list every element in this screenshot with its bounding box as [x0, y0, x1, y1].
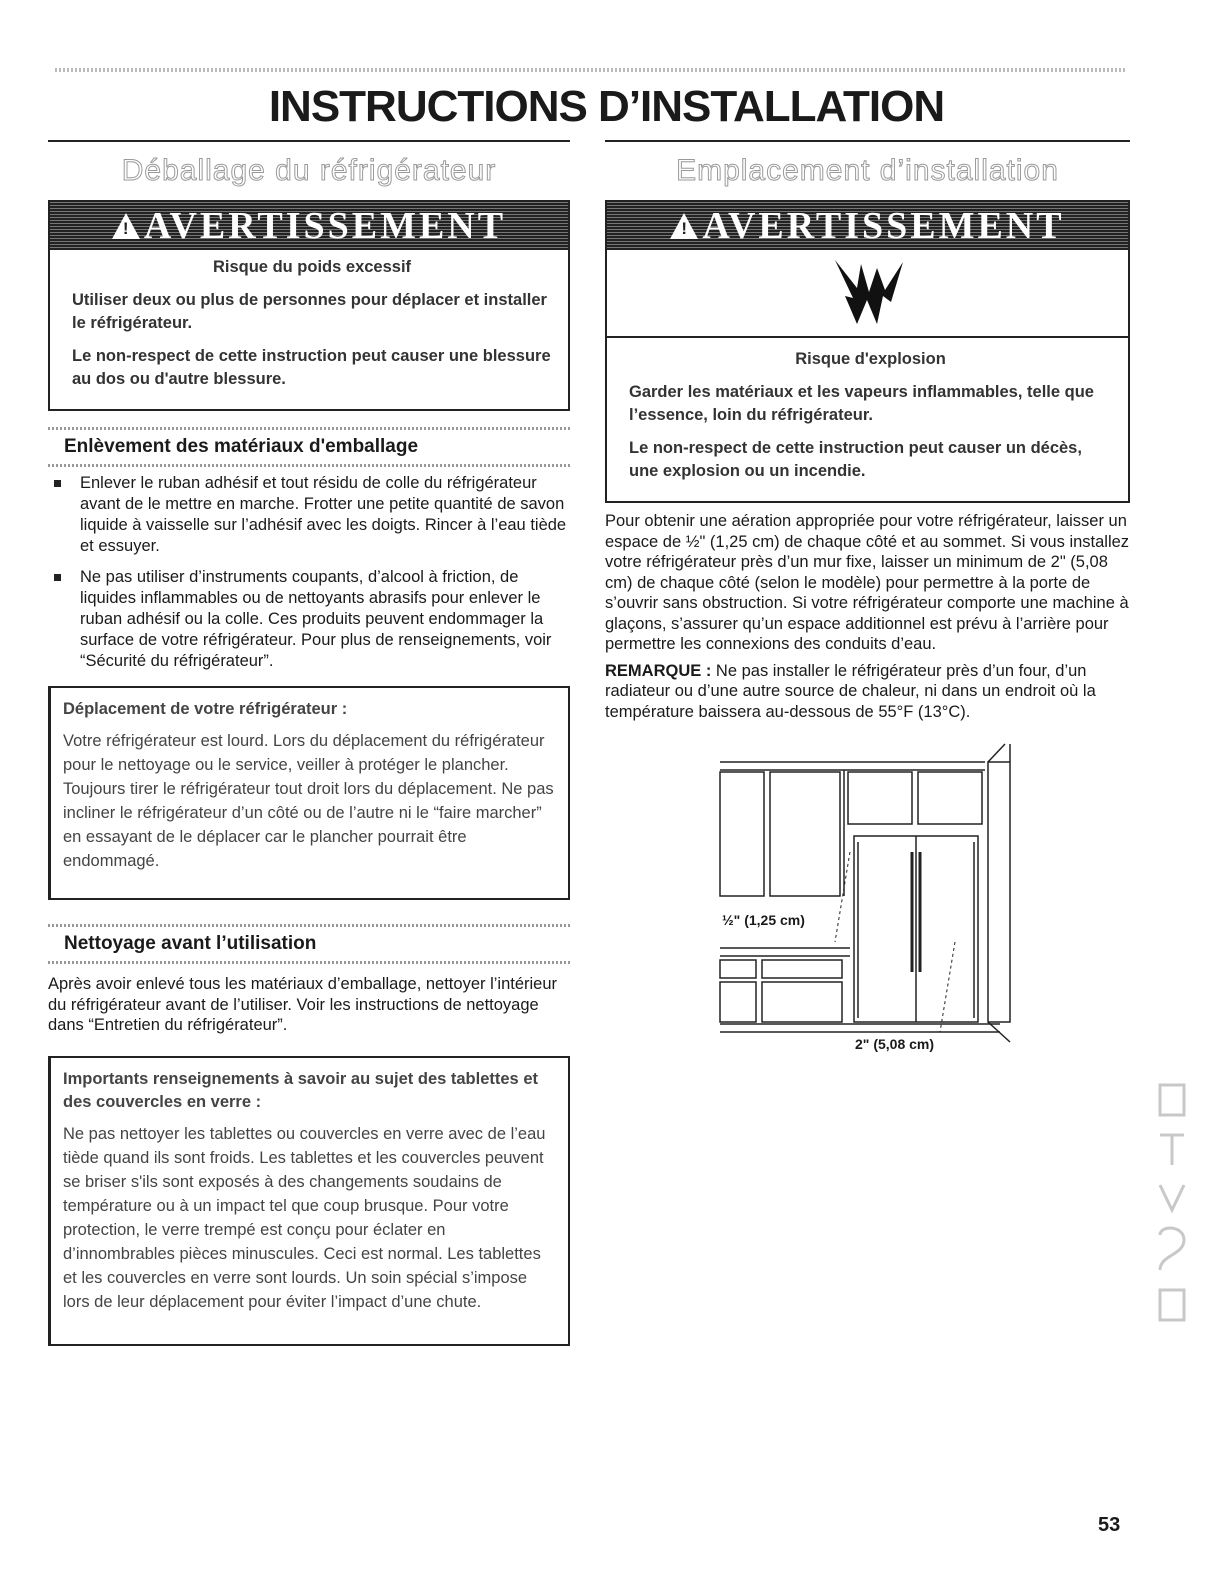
warning-risk: Risque d'explosion — [795, 350, 946, 368]
warning-banner — [50, 202, 568, 250]
page-number: 53 — [1098, 1514, 1121, 1536]
left-column — [48, 140, 570, 1346]
warning-banner — [607, 202, 1128, 250]
left-column-rule — [48, 140, 570, 142]
clearance-label-half-inch: ½" (1,25 cm) — [722, 912, 805, 928]
warning-line-1: Garder les matériaux et les vapeurs inflammables, telle que l’essence, loin du réfrigérateur. — [629, 383, 1094, 424]
clearance-label-two-inch: 2" (5,08 cm) — [855, 1036, 935, 1052]
top-dotted-rule — [55, 68, 1127, 72]
note-paragraph — [605, 661, 1130, 723]
moving-info-heading: Déplacement de votre réfrigérateur : — [63, 700, 348, 718]
list-item: Enlever le ruban adhésif et tout résidu de colle du réfrigérateur avant de le mettre en marche. Frotter une petite quantité de savon liquide à vaisselle sur l’adhésif avec les doigts. Rincer à l’eau tiède et essuyer. — [48, 473, 570, 557]
right-column-rule — [605, 140, 1130, 142]
installation-clearance-diagram — [700, 742, 1030, 1052]
fridge-cabinet-illustration — [700, 742, 1030, 1052]
subsection-rule — [48, 427, 570, 430]
warning-body — [607, 338, 1128, 501]
note-text: Ne pas installer le réfrigérateur près d’un four, d’un radiateur ou d’une autre source de chaleur, ni dans un endroit où la température baissera au-dessous de 55°F (13°C). — [605, 661, 1096, 721]
warning-line-2: Le non-respect de cette instruction peut causer un décès, une explosion ou un incendie. — [629, 439, 1082, 480]
moving-info-box — [48, 686, 570, 900]
cleaning-text: Après avoir enlevé tous les matériaux d’emballage, nettoyer l’intérieur du réfrigérateur avant de l’utiliser. Voir les instructions de nettoyage dans “Entretien du réfrigérateur”. — [48, 975, 558, 1034]
section-title-unpacking: Déballage du réfrigérateur — [121, 154, 497, 187]
explosion-icon — [827, 254, 907, 334]
warning-banner-label: AVERTISSEMENT — [143, 205, 507, 247]
list-item: Ne pas utiliser d’instruments coupants, d’alcool à friction, de liquides inflammables ou de nettoyants abrasifs pour enlever le ruban adhésif ou la colle. Ces produits peuvent endommager la surface de votre réfrigérateur. Pour plus de renseignements, voir “Sécurité du réfrigérateur”. — [48, 567, 570, 672]
section-title-location: Emplacement d’installation — [676, 154, 1059, 187]
ventilation-text: Pour obtenir une aération appropriée pour votre réfrigérateur, laisser un espace de ½" (1,25 cm) de chaque côté et au sommet. Si vous installez votre réfrigérateur près d’un mur fixe, laisser un minimum de 2" (5,08 cm) de chaque côté (selon le modèle) pour permettre à la porte de s’ouvrir sans obstruction. Si votre réfrigérateur comporte une machine à glaçons, s’assurer qu’un espace additionnel est prévu à l’arrière pour permettre les connexions des conduits d’eau. — [605, 512, 1130, 653]
glass-info-text: Ne pas nettoyer les tablettes ou couvercles en verre avec de l’eau tiède quand ils sont froids. Les tablettes et les couvercles peuvent se briser s'ils sont exposés à des changements soudains de température ou à un impact tel que coup brusque. Pour votre protection, le verre trempé est conçu pour éclater en d’innombrables pièces minuscules. Ceci est normal. Les tablettes et les couvercles en verre sont lourds. Un soin spécial s’impose lors de leur déplacement pour éviter l’impact d’une chute. — [63, 1124, 546, 1311]
weight-warning-box — [48, 200, 570, 411]
subsection-rule — [48, 924, 570, 927]
explosion-warning-box — [605, 200, 1130, 503]
removal-bullet-list — [48, 473, 570, 672]
warning-line-1: Utiliser deux ou plus de personnes pour déplacer et installer le réfrigérateur. — [72, 291, 547, 332]
page-title: INSTRUCTIONS D’INSTALLATION — [268, 82, 945, 131]
warning-line-2: Le non-respect de cette instruction peut causer une blessure au dos ou d'autre blessure. — [72, 347, 551, 388]
subsection-title-removal: Enlèvement des matériaux d'emballage — [64, 436, 419, 457]
warning-risk: Risque du poids excessif — [212, 258, 412, 276]
subsection-title-cleaning: Nettoyage avant l’utilisation — [64, 933, 317, 954]
subsection-rule — [48, 464, 570, 467]
glass-info-box — [48, 1056, 570, 1346]
right-column — [605, 140, 1130, 728]
note-label: REMARQUE : — [605, 661, 712, 680]
moving-info-text: Votre réfrigérateur est lourd. Lors du déplacement du réfrigérateur pour le nettoyage ou le service, veiller à protéger le plancher. Toujours tirer le réfrigérateur tout droit lors du déplacement. Ne pas incliner le réfrigérateur d’un côté ou de l’autre ni le “faire marcher” en essayant de le déplacer car le plancher pourrait être endommagé. — [63, 732, 554, 870]
warning-triangle-icon: ! — [112, 213, 140, 239]
glass-info-heading: Importants renseignements à savoir au sujet des tablettes et des couvercles en verre : — [63, 1069, 538, 1111]
side-watermark-logo — [1152, 1075, 1192, 1345]
warning-banner-label: AVERTISSEMENT — [702, 205, 1065, 247]
explosion-icon-area — [607, 250, 1128, 338]
subsection-rule — [48, 961, 570, 964]
warning-triangle-icon: ! — [670, 213, 698, 239]
warning-body — [50, 250, 568, 409]
